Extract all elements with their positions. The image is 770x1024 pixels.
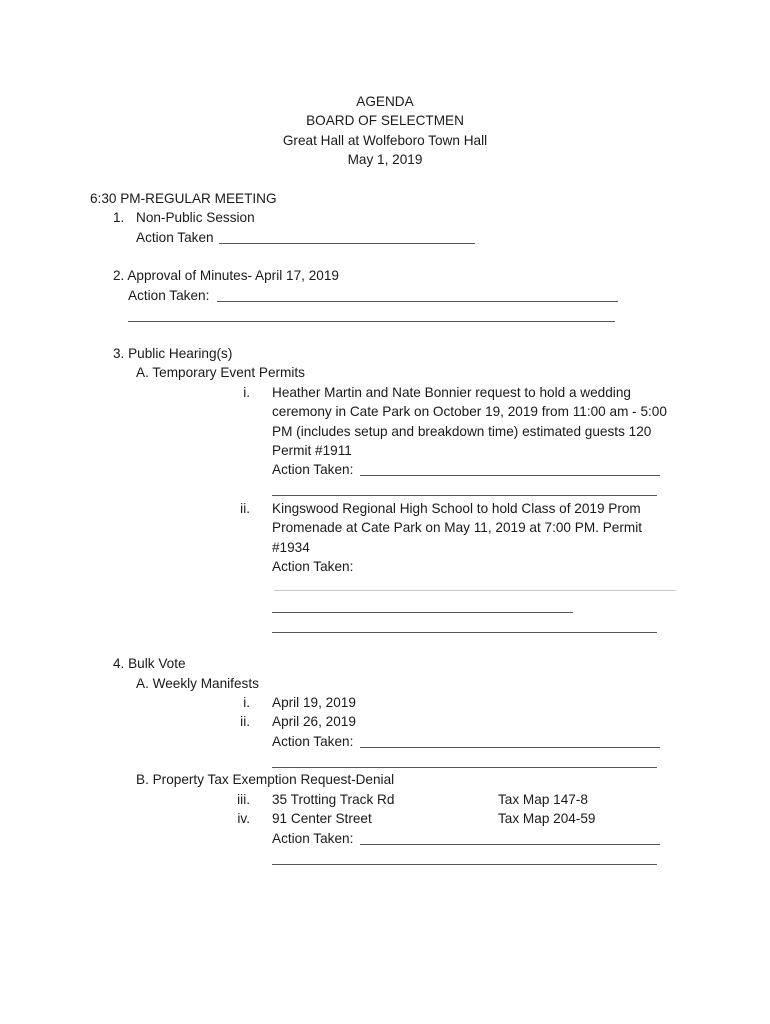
item3-title: 3. Public Hearing(s) (113, 346, 233, 361)
item4-a-entry1-text: April 19, 2019 (272, 695, 356, 710)
item4-b-entry2-numeral: iv. (237, 811, 250, 826)
item1-number: 1. (113, 210, 125, 225)
item2-title: 2. Approval of Minutes- April 17, 2019 (113, 268, 339, 283)
item4-a-action-label: Action Taken: (272, 734, 354, 749)
meeting-date: May 1, 2019 (347, 152, 423, 167)
item3-entry2-action-label: Action Taken: (272, 559, 354, 574)
item2-action-label: Action Taken: (128, 288, 210, 303)
item3-entry2-action-line (272, 612, 573, 613)
item4-subsection-a: A. Weekly Manifests (136, 676, 259, 691)
meeting-heading: 6:30 PM-REGULAR MEETING (90, 191, 277, 206)
item3-entry2-line1: Kingswood Regional High School to hold Class of 2019 Prom (272, 501, 641, 516)
item3-entry2-light-line (274, 590, 676, 591)
item3-entry1-line3: PM (includes setup and breakdown time) estimated guests 120 (272, 424, 652, 439)
item3-entry1-numeral: i. (243, 385, 250, 400)
item3-subsection: A. Temporary Event Permits (136, 365, 305, 380)
item4-a-action-line (360, 747, 660, 748)
item4-a-entry2-numeral: ii. (240, 714, 250, 729)
meeting-location: Great Hall at Wolfeboro Town Hall (282, 133, 488, 148)
item4-b-action-label: Action Taken: (272, 831, 354, 846)
item3-entry1-action-line (360, 475, 660, 476)
item4-a-action-line-2 (272, 767, 657, 768)
item4-a-entry2-text: April 26, 2019 (272, 714, 356, 729)
item3-entry2-action-line-2 (272, 632, 657, 633)
board-name: BOARD OF SELECTMEN (306, 113, 464, 128)
item4-b-action-line-2 (272, 864, 657, 865)
item4-a-entry1-numeral: i. (243, 695, 250, 710)
item4-b-entry2-address: 91 Center Street (272, 811, 372, 826)
item3-entry2-numeral: ii. (240, 501, 250, 516)
item3-entry1-line1: Heather Martin and Nate Bonnier request to hold a wedding (272, 385, 631, 400)
item4-b-entry1-address: 35 Trotting Track Rd (272, 792, 395, 807)
item3-entry1-action-label: Action Taken: (272, 462, 354, 477)
item1-title: Non-Public Session (136, 210, 255, 225)
item1-action-line (219, 243, 475, 244)
item1-action-label: Action Taken (136, 230, 214, 245)
item4-subsection-b: B. Property Tax Exemption Request-Denial (136, 772, 395, 787)
item4-title: 4. Bulk Vote (113, 656, 186, 671)
item4-b-entry1-tax-map: Tax Map 147-8 (498, 792, 588, 807)
item4-b-entry1-numeral: iii. (237, 792, 250, 807)
item3-entry2-line2: Promenade at Cate Park on May 11, 2019 at 7:00 PM. Permit (272, 520, 642, 535)
item3-entry1-line4: Permit #1911 (272, 443, 352, 458)
item3-entry1-line2: ceremony in Cate Park on October 19, 2019 from 11:00 am - 5:00 (272, 404, 667, 419)
agenda-title: AGENDA (356, 94, 414, 109)
item4-b-entry2-tax-map: Tax Map 204-59 (498, 811, 596, 826)
item3-entry1-action-line-2 (272, 495, 657, 496)
item3-entry2-line3: #1934 (272, 540, 310, 555)
item4-b-action-line (360, 844, 660, 845)
item2-action-line-2 (128, 321, 615, 322)
item2-action-line (217, 301, 618, 302)
